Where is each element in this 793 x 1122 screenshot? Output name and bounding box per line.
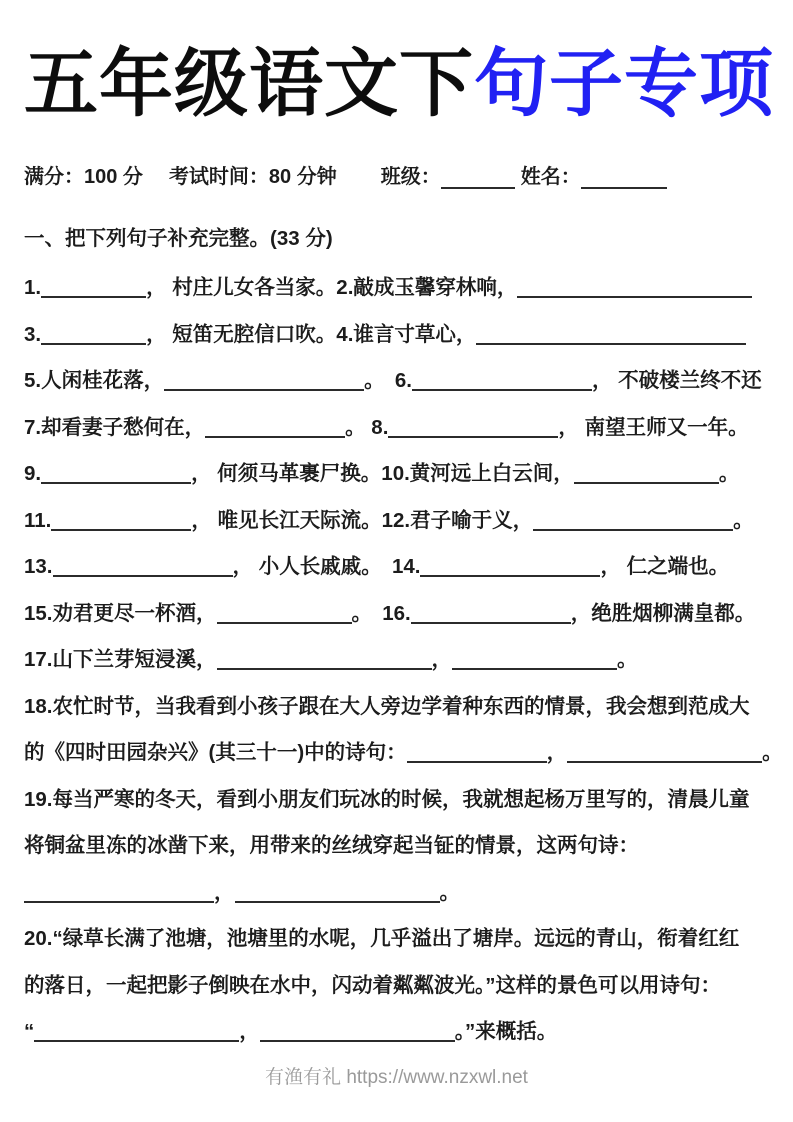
meta-row [24, 160, 769, 189]
answer-blank[interactable] [517, 276, 752, 298]
question-text: 19.每当严寒的冬天，看到小朋友们玩冰的时候，我就想起杨万里写的，清晨儿童 [24, 787, 750, 811]
question-text: ， 短笛无腔信口吹。4.谁言寸草心， [146, 322, 477, 346]
question-text: ， [546, 741, 568, 765]
answer-blank[interactable] [217, 602, 352, 624]
question-line [24, 317, 769, 344]
question-text: 15.劝君更尽一杯酒， [24, 601, 217, 625]
question-text: “ [24, 1020, 35, 1044]
answer-blank[interactable] [24, 881, 214, 903]
class-label: 班级： [380, 165, 441, 188]
answer-blank[interactable] [41, 462, 191, 484]
question-text: ， [431, 648, 452, 672]
question-text: 。 6. [364, 369, 412, 393]
question-text: 1. [24, 276, 42, 300]
answer-blank[interactable] [411, 602, 571, 624]
question-line [24, 735, 783, 765]
question-text: 11. [24, 508, 52, 532]
question-text: 17.山下兰芽短浸溪， [24, 648, 217, 672]
answer-blank[interactable] [567, 741, 762, 763]
answer-blank[interactable] [205, 416, 345, 438]
question-text: 3. [24, 322, 42, 346]
question-text: ，绝胜烟柳满皇都。 [570, 601, 756, 625]
title-blue-part: 句子专项 [474, 42, 774, 125]
answer-blank[interactable] [235, 881, 440, 903]
answer-blank[interactable] [452, 648, 617, 670]
name-label: 姓名： [520, 165, 581, 188]
question-line [24, 410, 769, 437]
question-text: ， 小人长戚戚。 14. [232, 555, 421, 579]
question-text: 。 [762, 741, 783, 765]
question-text: 。 [718, 462, 740, 486]
answer-blank[interactable] [260, 1020, 455, 1042]
question-line [24, 270, 769, 300]
question-text: ， 何须马革裹尸换。10.黄河远上白云间， [191, 462, 574, 486]
question-text: 。 8. [345, 415, 389, 439]
question-list [24, 270, 783, 1044]
question-line [24, 875, 769, 902]
question-line [24, 689, 769, 716]
question-text: ， [239, 1020, 260, 1044]
question-line [24, 363, 769, 393]
name-blank[interactable] [581, 167, 667, 189]
question-text: ， [214, 880, 235, 904]
answer-blank[interactable] [533, 509, 733, 531]
answer-blank[interactable] [407, 741, 547, 763]
question-text: 18.农忙时节，当我看到小孩子跟在大人旁边学着种东西的情景，我会想到范成大 [24, 694, 750, 718]
title-black-part: 五年级语文下 [24, 42, 474, 125]
answer-blank[interactable] [164, 369, 364, 391]
question-line [24, 503, 769, 530]
question-text: 13. [24, 555, 53, 579]
full-score-label: 满分：100 分 [24, 165, 143, 188]
question-text: 。 [733, 508, 754, 532]
answer-blank[interactable] [53, 555, 233, 577]
answer-blank[interactable] [412, 369, 592, 391]
page-title [24, 34, 774, 134]
answer-blank[interactable] [574, 462, 719, 484]
answer-blank[interactable] [34, 1020, 239, 1042]
question-line [24, 549, 769, 579]
answer-blank[interactable] [41, 323, 146, 345]
question-line [24, 1014, 769, 1044]
class-blank[interactable] [441, 167, 515, 189]
answer-blank[interactable] [476, 323, 746, 345]
question-text: ， 唯见长江天际流。12.君子喻于义， [191, 508, 534, 532]
exam-time-label: 考试时间：80 分钟 [168, 165, 337, 188]
footer-credit: 有渔有礼 https://www.nzxwl.net [265, 1067, 528, 1088]
answer-blank[interactable] [41, 276, 146, 298]
answer-blank[interactable] [388, 416, 558, 438]
question-text: ， 南望王师又一年。 [558, 415, 749, 439]
answer-blank[interactable] [51, 509, 191, 531]
question-text: 。 16. [351, 601, 411, 625]
question-text: 9. [24, 462, 42, 486]
question-text: ， 仁之端也。 [600, 555, 730, 579]
question-text: 。”来概括。 [454, 1020, 558, 1044]
question-text: 。 [439, 880, 460, 904]
question-text: 。 [617, 648, 638, 672]
question-line [24, 642, 769, 672]
question-text: 20.“绿草长满了池塘，池塘里的水呢，几乎溢出了塘岸。远远的青山，衔着红红 [24, 927, 740, 951]
question-line [24, 921, 769, 951]
question-text: 的《四时田园杂兴》(其三十一)中的诗句： [24, 741, 407, 765]
question-text: 7.却看妻子愁何在， [24, 415, 206, 439]
question-text: 的落日，一起把影子倒映在水中，闪动着粼粼波光。”这样的景色可以用诗句： [24, 973, 721, 997]
question-text: ， 村庄儿女各当家。2.敲成玉馨穿林响， [146, 276, 518, 300]
answer-blank[interactable] [420, 555, 600, 577]
answer-blank[interactable] [217, 648, 432, 670]
question-line [24, 968, 769, 995]
question-text: 5.人闲桂花落， [24, 369, 165, 393]
question-text: ， 不破楼兰终不还 [591, 369, 762, 393]
section-heading: 一、把下列句子补充完整。(33 分) [24, 226, 333, 250]
question-text: 将铜盆里冻的冰凿下来，用带来的丝绒穿起当钲的情景，这两句诗： [24, 834, 639, 858]
question-line [24, 456, 769, 486]
question-line [24, 596, 769, 623]
question-line [24, 828, 769, 858]
question-line [24, 782, 769, 809]
